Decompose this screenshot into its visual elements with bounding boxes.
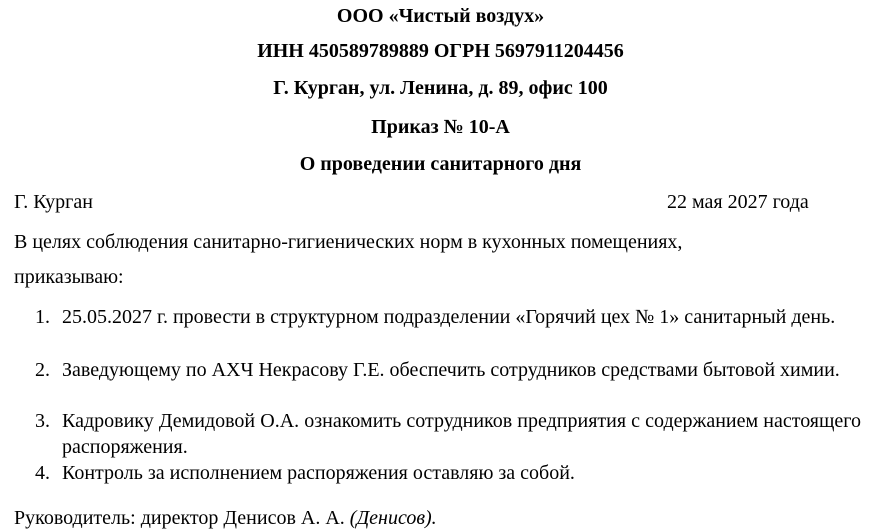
- list-item: [35, 304, 861, 357]
- order-city: Г. Курган: [14, 191, 93, 213]
- list-item-text: Заведующему по АХЧ Некрасову Г.Е. обеспечить сотрудников средствами бытовой химии.: [62, 359, 840, 381]
- intro-text: В целях соблюдения санитарно-гигиенических норм в кухонных помещениях,: [14, 231, 683, 253]
- list-item: [35, 357, 861, 408]
- order-subject: О проведении санитарного дня: [299, 153, 582, 175]
- list-item-number: 2.: [35, 359, 50, 381]
- list-item: [35, 460, 861, 490]
- list-item-number: 3.: [35, 410, 50, 432]
- order-word: приказываю:: [14, 266, 124, 288]
- list-item-number: 4.: [35, 462, 50, 484]
- list-item-number: 1.: [35, 306, 50, 328]
- company-name: ООО «Чистый воздух»: [336, 5, 545, 27]
- signature-name: (Денисов).: [349, 507, 437, 529]
- signature-role: Руководитель: директор Денисов А. А.: [14, 507, 345, 529]
- list-item-text: 25.05.2027 г. провести в структурном подразделении «Горячий цех № 1» санитарный день.: [62, 306, 836, 328]
- order-date: 22 мая 2027 года: [667, 191, 809, 213]
- company-address: Г. Курган, ул. Ленина, д. 89, офис 100: [273, 77, 608, 99]
- list-item-text: Кадровику Демидовой О.А. ознакомить сотрудников предприятия с содержанием настоящего распоряжения.: [62, 410, 861, 458]
- company-ids: ИНН 450589789889 ОГРН 5697911204456: [257, 40, 624, 62]
- order-title: Приказ № 10-А: [371, 116, 510, 138]
- signature-line: [14, 506, 437, 530]
- order-items-list: [35, 304, 861, 490]
- list-item: [35, 408, 861, 460]
- list-item-text: Контроль за исполнением распоряжения оставляю за собой.: [62, 462, 575, 484]
